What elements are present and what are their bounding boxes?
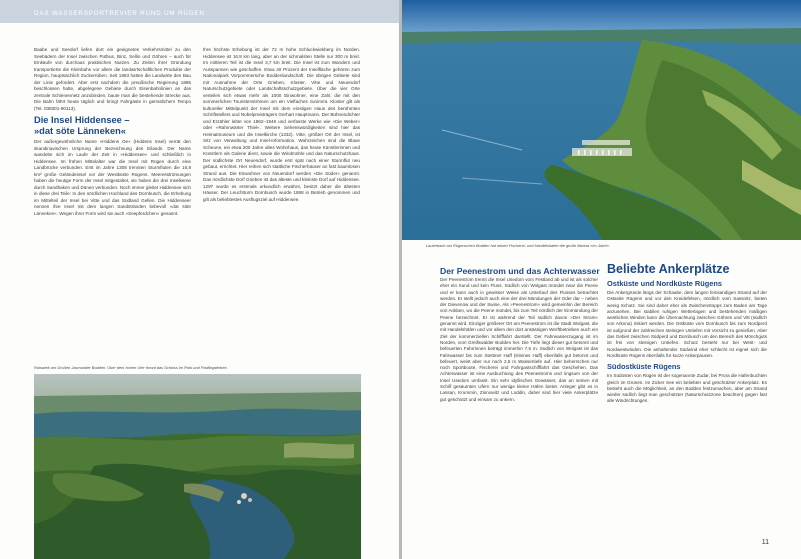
ralswiek-aerial-photo: [34, 374, 361, 559]
hiddensee-continued-paragraph: Ihre höchste Erhebung ist der 72 m hohe Schluckwiekberg im Norden. Hiddensee ist 16,8 km lang, aber an der schmalsten Stelle nur 300 m breit. Im mittleren Teil ist die Insel 3,7 km breit. Die Insel ist zum Wandern und Ausspannen wie geschaffen. Etwa 40 Prozent der Inselfläche gehören zum Nationalpark Vorpommersche Boddenlandschaft. Die übrigen Gebiete sind mit Ausnahme der Orte Grieben, Kloster, Vitte und Neuendorf Naturschutzgebiete oder Landschaftsschutzgebiete. Über die vier Orte verteilen sich etwas mehr als 1000 Einwohner, eine Zahl, die mit den sommerlichen Touristenströmen um ein Vielfaches zunimmt. Kloster gilt als kultureller Mittelpunkt der Insel mit dem einstigen Haus des berühmten Schriftstellers und Nobelpreisträgers Gerhart Hauptmann. Der Bühnendichter und Erzähler lebte von 1862–1946 und verfasste Werke wie »Die Weber« oder »Rahmwärter Thiel«. Weitere Sehenswürdigkeiten sind hier das Heimatmuseum und die Inselkirche (1332). Vitte, größter Ort der Insel, ist Sitz von Verwaltung und Insel-Information. Wahrzeichen sind die Blaue Scheune, ein etwa 200 Jahre altes Wohnhaus, das heute Künstlerinnen und Künstlern als Galerie dient, sowie die Windmühle und das Naturschutzhaus. Der südlichste Ort Neuendorf, wurde erst spät nach einer Sturmflut neu gebaut, errichtet. Hier reihen sich stattliche Fischerhäuser an fast baumlosen Strand aus. Die Einwohner von Neuendorf werden »Die Süder« genannt. Das nördlichste Dorf Grieben ist das älteste und kleinste Dorf auf Hiddensee. 1297 wurde es erstmals urkundlich erwähnt, besitzt daher die ältesten Häuser. Der Leuchtturm Dornbusch wurde 1888 in Betrieb genommen und gilt als beliebtestes Ausflugsziel auf Hiddensee.: [203, 47, 360, 202]
page-number: 11: [761, 539, 769, 546]
running-header-bar: [0, 0, 399, 23]
right-column-1: [440, 277, 598, 403]
peenestrom-heading: Der Peenestrom und das Achterwasser: [440, 266, 600, 276]
section-heading-hiddensee: Die Insel Hiddensee – »dat söte Länneken«: [34, 115, 130, 136]
intro-paragraph: Baabe und Seedorf liefen dort ein geeignetes Verkehrsmittel zu den Seebädern der Insel zwischen Putbus, Binz, Sellin und Göhren – auch für Einkäufe von durchaus praktischen Nutzen. Zu Zeiten ihrer Gründung transportierte die Kleinbahn vor allem die landwirtschaftlichen Produkte der Region, hauptsächlich Zuckerrüben. Seit 1883 hatten die Landwirte den Bau der Linie gefordert. Aber erst nachdem die preußische Regierung 1895 beschlossen hatte, abgelegene Gebiete durch Eisenbahnlinien an das zentrale Schienennetz anzubinden, baute man die bestehende Strecke aus. Die Bahn fährt heute täglich und bringt Fahrgäste in gemütlichem Tempo (Tel. 038301-80113).: [34, 47, 191, 111]
running-title: DAS WASSERSPORTREVIER RUND UM RÜGEN: [34, 10, 205, 17]
left-column-1: [34, 47, 191, 217]
ostkueste-paragraph: Die Ankergründe längs der Schaabe, dem langen feinsandigen Strand auf der Ostseite Rügens und vor den Kreidefelsen, nördlich vom Sassnitz, bieten wenig Schutz. Sie sind daher eher als Zwischenstopps zum Baden am Tage anzusehen. Bei stabilen ruhigen Wetterlagen und bestehenden mäßigen westlichen Winden kann die Übernachtung zwischen Göhren und Vitt (südlich von Arkona) riskiert werden. Die Ostküste vom Dornbusch bis zum Nordperd ist aufgrund der zahlreichen steinigen Untiefen mit Vorsicht zu genießen. Aber das Gebiet zwischen Südperd und Dornbusch um den Bereich des Mönchguts ist frei von steinigen Untiefen. Schutz besteht nur bei West- und Nordwestwinden. Die anhaltender Südwind eher schlecht ist eignet sich die Nordküste Rügens ebenfalls für kurze Ankerpausen.: [607, 290, 767, 358]
left-column-2: [203, 47, 360, 203]
suedostkueste-paragraph: Im Südosten von Rügen ist der sogenannte Zudar, bei Prora die Hafenbuchten gleich im Grünen. Im Zicker See ein beliebter und geschützter Ankerplatz. Es besteht auch die Möglichkeit, an den Bodden festzumachen, aber am Strand wieder südlich liegt man geschützter (Naturschutzzone beachten) gegen fast alle Windrichtungen.: [607, 373, 767, 404]
left-page: [0, 0, 399, 559]
right-column-2: [607, 279, 767, 405]
lauterbach-marina-photo: [402, 0, 801, 240]
suedostkueste-heading: Südostküste Rügens: [607, 362, 681, 372]
lauterbach-aerial-image: [402, 0, 801, 240]
ralswiek-aerial-image: [34, 374, 361, 559]
ostkueste-heading: Ostküste und Nordküste Rügens: [607, 279, 722, 288]
ankerplaetze-heading: Beliebte Ankerplätze: [607, 262, 730, 276]
left-photo-caption: Ralswiek am Großen Jasmunder Bodden. Über dem hohen Ufer thront das Schloss im Park und Findlingsfelsen.: [34, 365, 228, 370]
right-page: [402, 0, 801, 559]
peenestrom-paragraph: Der Peenestrom trennt die Insel Usedom vom Festland ab und ist als solcher eher ein Sund und kein Fluss. Südlich von Wolgast mündet zwar die Peene und er kann auch in gewisser Weise als Unterlauf des Flusses betrachtet werden. Er stellt jedoch auch eine der drei Mündungen der Oder dar – neben der Dievenow und der Swine. Als »Peenestrom« wird gemeinhin der Bereich von Anklam, wo die Peene mündet, bis zum Teil nördlich der Einmündung der Peene bezeichnet. Er ist während der Teil südlich davon »Der Strom« genannt wird. Einziger größerer Ort am Peenestrom ist die Stadt Wolgast, die mit Handelshäfen und vor allem den dort ansässigen Werftbetrieben auch ein Ziel der kommerziellen Schifffahrt darstellt. Der Fahrwasserzugang ist im Norden, vom Greifswalder Bodden her. Die Tiefe liegt dieser gut betonnt und befeuerten Fahrrinnen beträgt immerhin 7,5 m. Südlich von Wolgast ist das Fahrwasser bis zum Stettiner Haff (Kleines Haff) ebenfalls gut betonnt und befeuert, weist aber nur noch 2,5 m Wassertiefe auf. Hier beherrschen nur noch Sportboote, Fischerei und Fahrgastschifffahrt das Geschehen. Das Achterwasser ist eine Ausbuchtung des Peenestroms und ringsum von der Insel Usedom umfasst. Ein sehr idyllisches Gewässer, das an seinen mit Schilf gesäumten Ufern nur wenige kleine Häfen bietet. Anleger gibt es in Lassan, Krummin, Zinnowitz und Loddin, daher sind hier viele Ankerplätze gut geschützt und einsam zu ankern.: [440, 277, 598, 402]
hiddensee-paragraph: Der außergewöhnliche Name »Hiddens Oe« (Hiddens Insel) verrät den skandinavischen Ursprung der Bezeichnung des Eilands. Der Name wandelte sich im Laufe der Zeit in »Hiddensee« und schließlich in Hiddensee. Im frühen Mittelalter war die Insel mit Rügen durch eine Landbrücke verbunden. Erst im Jahre 1308 trennten Sturmfluten die 16,8 km² große Geländeinsel vor der Westküste Rügens. Meeresströmungen haben die heutige Form der Insel mitgestaltet, sie haben die drei Inselkerne durch Sandhaken und Dünen verbunden. Noch immer gleitet Hiddensee sich in diese drei Teile: In den nördlichen Hochland des Dornbusch, die Erhebung im Mittelteil der Insel bei Vitte und das Südland Gellen. Die Hiddenseer nennen ihre Insel mit dem langen Sandstränden liebevoll »dat söte Länneken«. Wegen ihrer Form wird sie auch »Seepferdchen« genannt.: [34, 139, 191, 216]
right-photo-caption: Lauterbach am Rügenschen Bodden hat neben Fischerei- und Handelshafen die große Marina »Im Jaich«.: [426, 243, 611, 248]
